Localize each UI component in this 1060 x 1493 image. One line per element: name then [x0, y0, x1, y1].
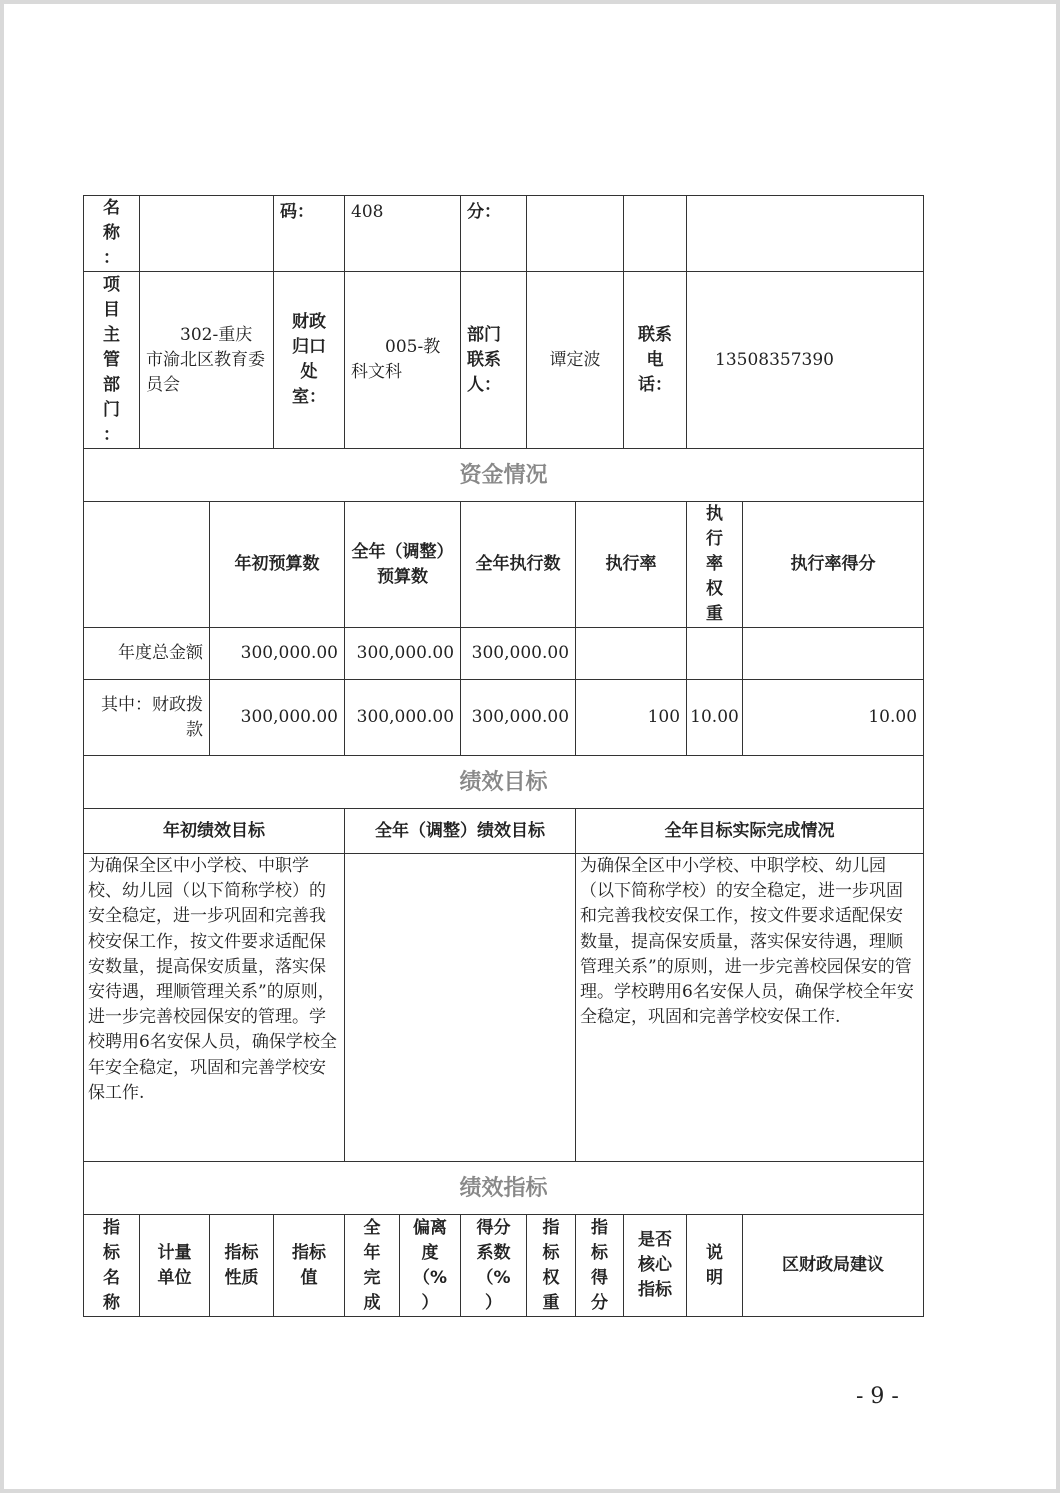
funds-row-total [84, 628, 924, 680]
dept-label: 项 目 主 管 部 门 ： [84, 272, 140, 449]
ind-col-suggestion: 区财政局建议 [743, 1215, 924, 1317]
ind-col-value: 指标 值 [274, 1215, 345, 1317]
funds-rate-value [576, 628, 687, 680]
funds-col-initial: 年初预算数 [210, 502, 345, 628]
ind-col-deviation: 偏离 度 （% ） [400, 1215, 461, 1317]
goals-adjusted-text [345, 854, 576, 1162]
ind-col-unit: 计量 单位 [140, 1215, 210, 1317]
name-value [140, 196, 274, 272]
score-label: 分： [461, 196, 527, 272]
blank-cell [687, 196, 924, 272]
indicators-header-row [84, 1215, 924, 1317]
funds-col-executed: 全年执行数 [461, 502, 576, 628]
dept-value: 302-重庆市渝北区教育委员会 [140, 272, 274, 449]
goals-col-adjusted: 全年（调整）绩效目标 [345, 809, 576, 854]
code-label: 码： [274, 196, 345, 272]
ind-col-core: 是否 核心 指标 [624, 1215, 687, 1317]
ind-col-coefficient: 得分 系数 （% ） [461, 1215, 527, 1317]
contact-value: 谭定波 [527, 272, 624, 449]
funds-col-weight: 执 行 率 权 重 [687, 502, 743, 628]
funds-adjusted-value: 300,000.00 [345, 680, 461, 756]
funds-row-label: 其中：财政拨款 [84, 680, 210, 756]
funds-weight-value: 10.00 [687, 680, 743, 756]
funds-row-fiscal [84, 680, 924, 756]
funds-row-label: 年度总金额 [84, 628, 210, 680]
header-row-1 [84, 196, 924, 272]
name-label: 名 称 ： [84, 196, 140, 272]
ind-col-completion: 全 年 完 成 [345, 1215, 400, 1317]
finance-office-label: 财政 归口 处 室： [274, 272, 345, 449]
page-number: - 9 - [856, 1384, 899, 1409]
contact-label: 部门 联系 人： [461, 272, 527, 449]
phone-value: 13508357390 [687, 272, 924, 449]
funds-initial-value: 300,000.00 [210, 680, 345, 756]
funds-col-score: 执行率得分 [743, 502, 924, 628]
funds-weight-value [687, 628, 743, 680]
code-value: 408 [345, 196, 461, 272]
score-value [527, 196, 624, 272]
performance-table [83, 195, 924, 1317]
ind-col-nature: 指标 性质 [210, 1215, 274, 1317]
funds-section-title: 资金情况 [84, 449, 924, 502]
funds-col-blank [84, 502, 210, 628]
goals-section-row [84, 756, 924, 809]
ind-col-remark: 说 明 [687, 1215, 743, 1317]
funds-col-rate: 执行率 [576, 502, 687, 628]
funds-initial-value: 300,000.00 [210, 628, 345, 680]
goals-col-initial: 年初绩效目标 [84, 809, 345, 854]
phone-label: 联系 电 话： [624, 272, 687, 449]
funds-executed-value: 300,000.00 [461, 628, 576, 680]
funds-score-value [743, 628, 924, 680]
goals-content-row [84, 854, 924, 1162]
ind-col-score: 指 标 得 分 [576, 1215, 624, 1317]
goals-col-actual: 全年目标实际完成情况 [576, 809, 924, 854]
goals-initial-text: 为确保全区中小学校、中职学校、幼儿园（以下简称学校）的安全稳定，进一步巩固和完善我校安保工作，按文件要求适配保安数量，提高保安质量，落实保安待遇，理顺管理关系”的原则，进一步完善校园保安的管理。学校聘用6名安保人员，确保学校全年安全稳定，巩固和完善学校安保工作. [84, 854, 345, 1162]
funds-rate-value: 100 [576, 680, 687, 756]
finance-office-value: 005-教科文科 [345, 272, 461, 449]
funds-col-adjusted: 全年（调整）预算数 [345, 502, 461, 628]
blank-cell [624, 196, 687, 272]
funds-adjusted-value: 300,000.00 [345, 628, 461, 680]
ind-col-name: 指 标 名 称 [84, 1215, 140, 1317]
ind-col-weight: 指 标 权 重 [527, 1215, 576, 1317]
funds-executed-value: 300,000.00 [461, 680, 576, 756]
header-row-2 [84, 272, 924, 449]
goals-header-row [84, 809, 924, 854]
indicators-section-title: 绩效指标 [84, 1162, 924, 1215]
goals-actual-text: 为确保全区中小学校、中职学校、幼儿园（以下简称学校）的安全稳定，进一步巩固和完善我校安保工作，按文件要求适配保安数量，提高保安质量，落实保安待遇，理顺管理关系”的原则，进一步完善校园保安的管理。学校聘用6名安保人员，确保学校全年安全稳定，巩固和完善学校安保工作. [576, 854, 924, 1162]
funds-score-value: 10.00 [743, 680, 924, 756]
funds-section-row [84, 449, 924, 502]
funds-header-row [84, 502, 924, 628]
indicators-section-row [84, 1162, 924, 1215]
goals-section-title: 绩效目标 [84, 756, 924, 809]
